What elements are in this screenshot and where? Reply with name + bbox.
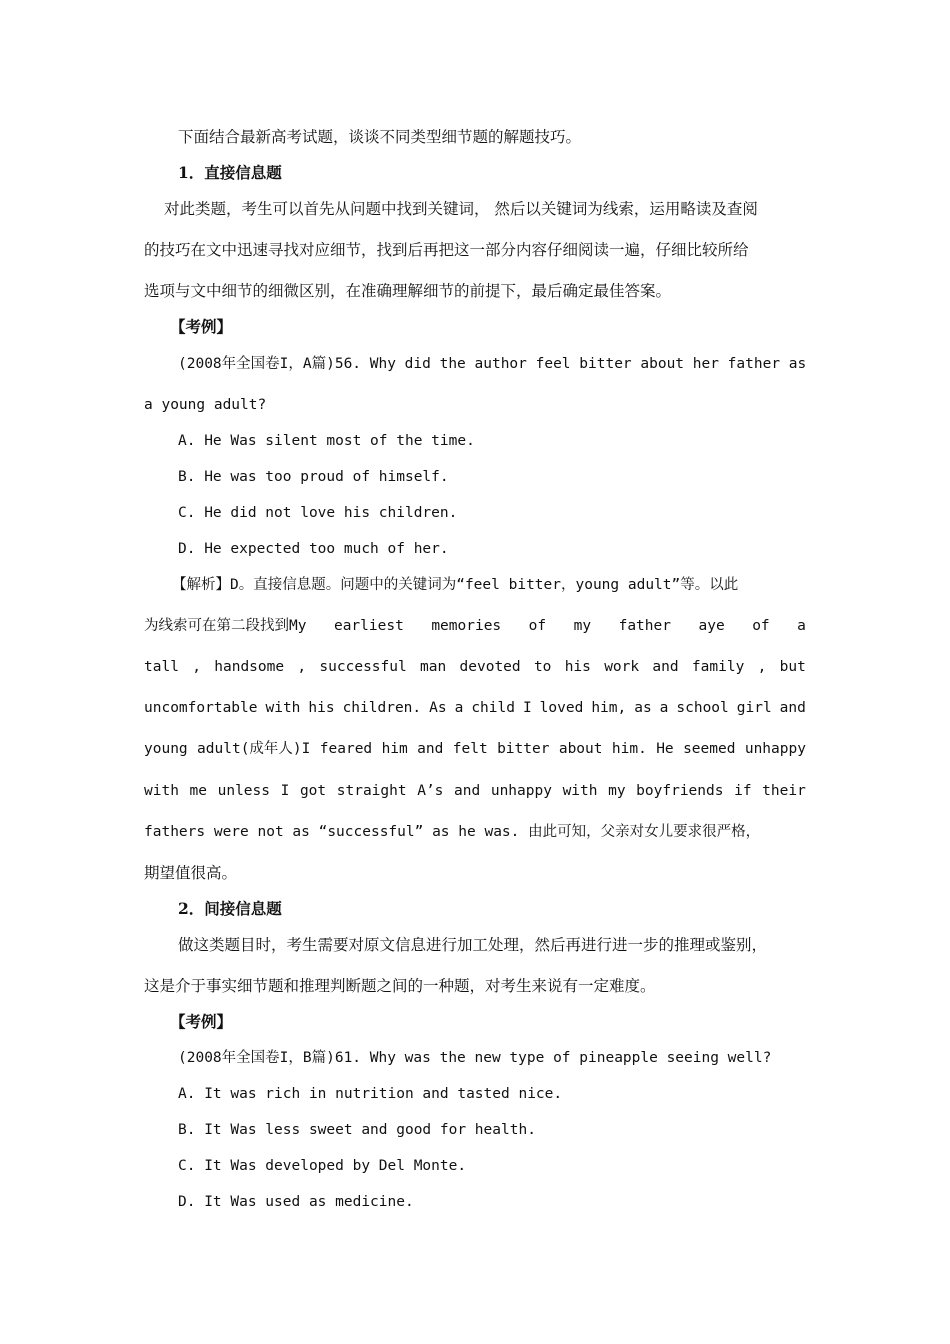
analysis-line-4: uncomfortable with his children. As a child I loved him, as a school girl and [144,700,806,716]
analysis-line-7: fathers were not as “successful” as he was. 由此可知，父亲对女儿要求很严格， [144,824,761,840]
section-2-option-d: D. It Was used as medicine. [178,1194,414,1210]
section-1-option-b: B. He was too proud of himself. [178,469,449,485]
intro-text: 下面结合最新高考试题，谈谈不同类型细节题的解题技巧。 [178,128,582,146]
section-2-para-line-2: 这是介于事实细节题和推理判断题之间的一种题，对考生来说有一定难度。 [144,977,656,995]
analysis-line-2: 为线索可在第二段找到My earliest memories of my father aye of a [144,618,806,634]
section-1-para-line-1: 对此类题，考生可以首先从问题中找到关键词， 然后以关键词为线索，运用略读及查阅 [164,200,758,218]
section-1-option-d: D. He expected too much of her. [178,541,449,557]
section-1-para-line-3: 选项与文中细节的细微区别，在准确理解细节的前提下，最后确定最佳答案。 [144,282,672,300]
section-1-para-line-2: 的技巧在文中迅速寻找对应细节，找到后再把这一部分内容仔细阅读一遍，仔细比较所给 [144,241,749,259]
analysis-line-8: 期望值很高。 [144,864,238,882]
section-1-option-c: C. He did not love his children. [178,505,458,521]
section-1-option-a: A. He Was silent most of the time. [178,433,475,449]
section-2-option-b: B. It Was less sweet and good for health. [178,1122,536,1138]
section-2-option-c: C. It Was developed by Del Monte. [178,1158,467,1174]
analysis-line-6: with me unless I got straight A’s and unhappy with my boyfriends if their [144,783,806,799]
section-2-para-line-1: 做这类题目时，考生需要对原文信息进行加工处理，然后再进行进一步的推理或鉴别， [178,936,768,954]
analysis-line-5: young adult(成年人)I feared him and felt bitter about him. He seemed unhappy [144,741,806,757]
section-2-heading: 2．间接信息题 [178,899,282,918]
analysis-line-3: tall , handsome , successful man devoted to his work and family , but [144,659,806,675]
section-2-example-label: 【考例】 [170,1012,233,1031]
section-1-heading: 1．直接信息题 [178,163,282,182]
section-2-question: (2008年全国卷I，B篇)61. Why was the new type of pineapple seeing well? [178,1050,772,1066]
section-1-question-line-1: (2008年全国卷I，A篇)56. Why did the author feel bitter about her father as [178,356,807,372]
analysis-line-1: 【解析】D。直接信息题。问题中的关键词为“feel bitter，young adult”等。以此 [172,577,739,593]
section-2-option-a: A. It was rich in nutrition and tasted nice. [178,1086,563,1102]
section-1-question-line-2: a young adult? [144,397,267,413]
section-1-example-label: 【考例】 [170,317,233,336]
